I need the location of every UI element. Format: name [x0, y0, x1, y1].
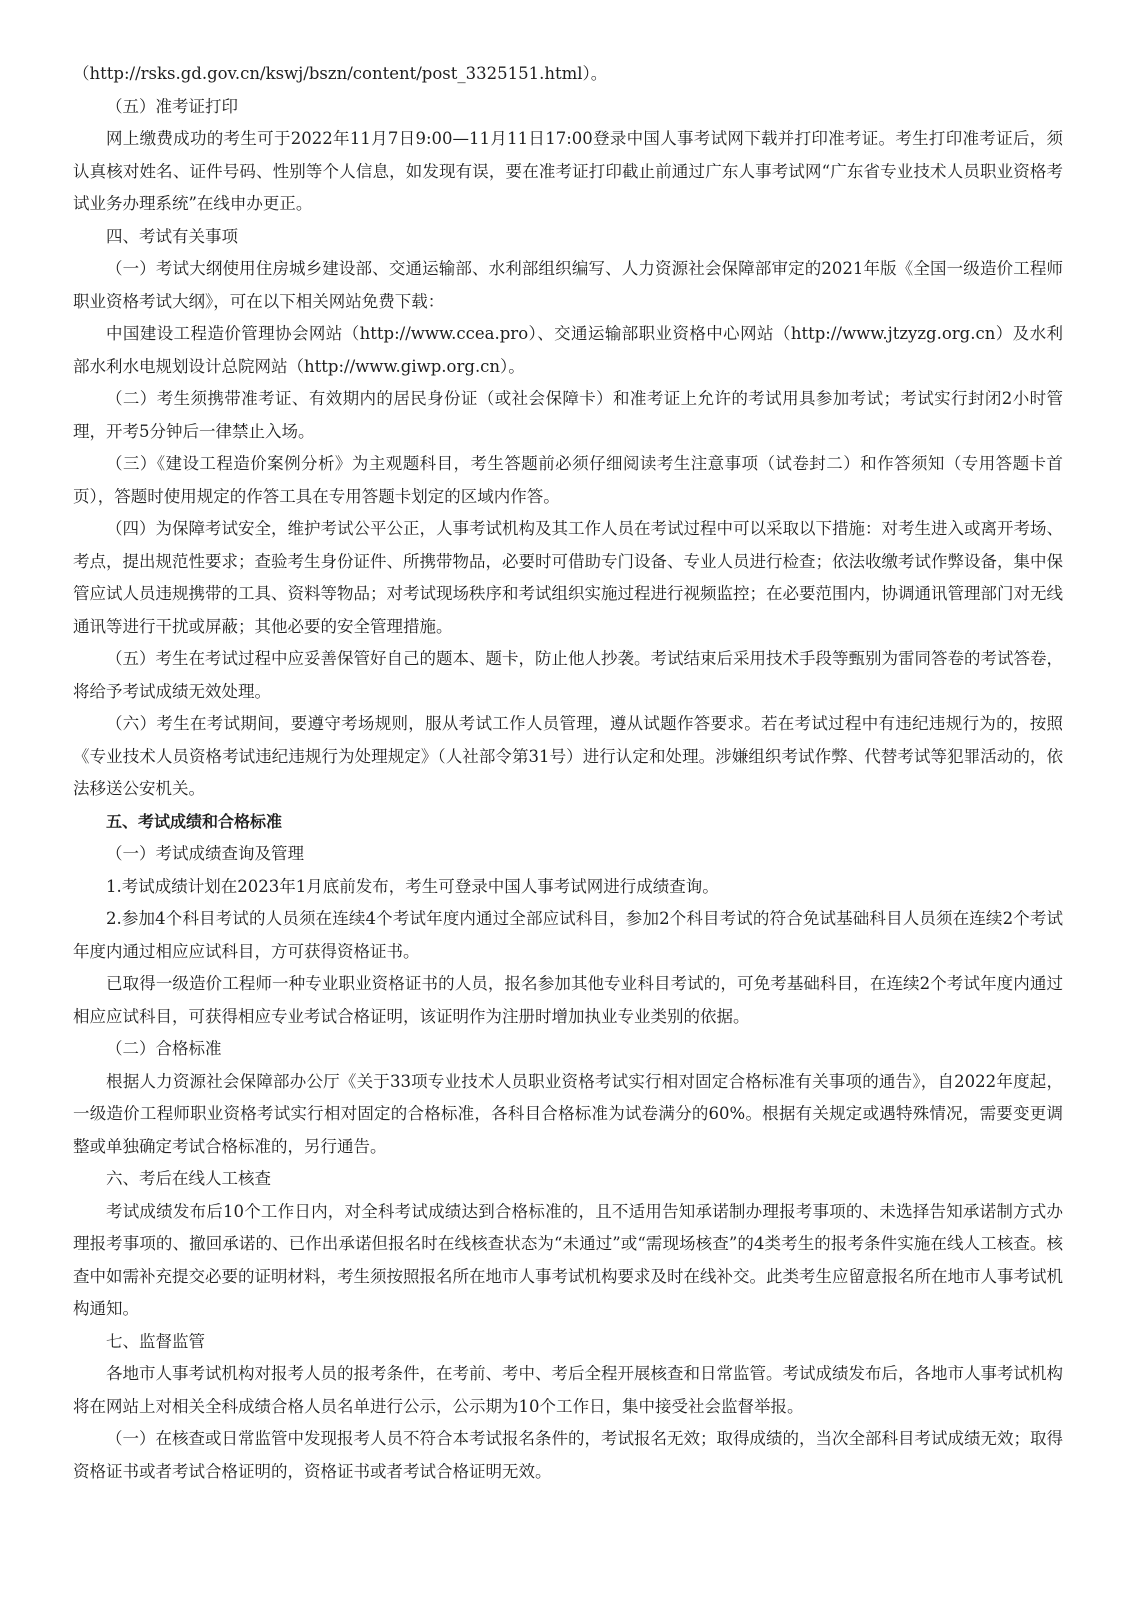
paragraph-discipline: （六）考生在考试期间，要遵守考场规则，服从考试工作人员管理，遵从试题作答要求。若在考试过程中有违纪违规行为的，按照《专业技术人员资格考试违纪违规行为处理规定》（人社部令第31号）进行认定和处理。涉嫌组织考试作弊、代替考试等犯罪活动的，依法移送公安机关。 — [73, 714, 1063, 798]
paragraph-admission-print: 网上缴费成功的考生可于2022年11月7日9:00—11月11日17:00登录中国人事考试网下载并打印准考证。考生打印准考证后，须认真核对姓名、证件号码、性别等个人信息，如发现有误，要在准考证打印截止前通过广东人事考试网“广东省专业技术人员职业资格考试业务办理系统”在线申办更正。 — [73, 129, 1063, 213]
sub-heading-score-query: （一）考试成绩查询及管理 — [106, 844, 304, 863]
paragraph-websites: 中国建设工程造价管理协会网站（http://www.ccea.pro）、交通运输部职业资格中心网站（http://www.jtzyzg.org.cn）及水利部水利水电规划设计总院网站（http://www.giwp.org.cn）。 — [73, 324, 1063, 376]
paragraph-exam-items: （二）考生须携带准考证、有效期内的居民身份证（或社会保障卡）和准考证上允许的考试用具参加考试；考试实行封闭2小时管理，开考5分钟后一律禁止入场。 — [73, 389, 1063, 441]
paragraph-supervision: 各地市人事考试机构对报考人员的报考条件，在考前、考中、考后全程开展核查和日常监管。考试成绩发布后，各地市人事考试机构将在网站上对相关全科成绩合格人员名单进行公示，公示期为10个工作日，集中接受社会监督举报。 — [73, 1364, 1063, 1416]
paragraph-keep-papers: （五）考生在考试过程中应妥善保管好自己的题本、题卡，防止他人抄袭。考试结束后采用技术手段等甄别为雷同答卷的考试答卷，将给予考试成绩无效处理。 — [73, 649, 1063, 701]
paragraph-case-analysis: （三）《建设工程造价案例分析》为主观题科目，考生答题前必须仔细阅读考生注意事项（试卷封二）和作答须知（专用答题卡首页），答题时使用规定的作答工具在专用答题卡划定的区域内作答。 — [73, 454, 1063, 506]
paragraph-exam-outline: （一）考试大纲使用住房城乡建设部、交通运输部、水利部组织编写、人力资源社会保障部审定的2021年版《全国一级造价工程师职业资格考试大纲》，可在以下相关网站免费下载： — [73, 259, 1063, 311]
paragraph-rolling-period: 2.参加4个科目考试的人员须在连续4个考试年度内通过全部应试科目，参加2个科目考试的符合免试基础科目人员须在连续2个考试年度内通过相应应试科目，方可获得资格证书。 — [73, 909, 1063, 961]
section-heading-7: 七、监督监管 — [106, 1331, 205, 1351]
paragraph-online-check: 考试成绩发布后10个工作日内，对全科考试成绩达到合格标准的，且不适用告知承诺制办理报考事项的、未选择告知承诺制方式办理报考事项的、撤回承诺的、已作出承诺但报名时在线核查状态为“未通过”或“需现场核查”的4类考生的报考条件实施在线人工核查。核查中如需补充提交必要的证明材料，考生须按照报名所在地市人事考试机构要求及时在线补交。此类考生应留意报名所在地市人事考试机构通知。 — [73, 1201, 1063, 1318]
section-heading-6: 六、考后在线人工核查 — [106, 1169, 271, 1188]
paragraph-security-measures: （四）为保障考试安全，维护考试公平公正，人事考试机构及其工作人员在考试过程中可以采取以下措施：对考生进入或离开考场、考点，提出规范性要求；查验考生身份证件、所携带物品，必要时可借助专门设备、专业人员进行检查；依法收缴考试作弊设备，集中保管应试人员违规携带的工具、资料等物品；对考试现场秩序和考试组织实施过程进行视频监控；在必要范围内，协调通讯管理部门对无线通讯等进行干扰或屏蔽；其他必要的安全管理措施。 — [73, 519, 1063, 636]
sub-heading-pass-standard: （二）合格标准 — [106, 1039, 222, 1058]
paragraph-invalid: （一）在核查或日常监管中发现报考人员不符合本考试报名条件的，考试报名无效；取得成绩的，当次全部科目考试成绩无效；取得资格证书或者考试合格证明的，资格证书或者考试合格证明无效。 — [73, 1429, 1063, 1481]
section-heading-4: 四、考试有关事项 — [106, 226, 238, 246]
sub-heading-admission-print: （五）准考证打印 — [106, 96, 238, 116]
paragraph-score-release: 1.考试成绩计划在2023年1月底前发布，考生可登录中国人事考试网进行成绩查询。 — [106, 876, 719, 896]
paragraph-other-specialty: 已取得一级造价工程师一种专业职业资格证书的人员，报名参加其他专业科目考试的，可免考基础科目，在连续2个考试年度内通过相应应试科目，可获得相应专业考试合格证明，该证明作为注册时增加执业专业类别的依据。 — [73, 974, 1063, 1026]
document-body — [73, 58, 1063, 1488]
paragraph-pass-standard: 根据人力资源社会保障部办公厅《关于33项专业技术人员职业资格考试实行相对固定合格标准有关事项的通告》，自2022年度起，一级造价工程师职业资格考试实行相对固定的合格标准，各科目合格标准为试卷满分的60%。根据有关规定或遇特殊情况，需要变更调整或单独确定考试合格标准的，另行通告。 — [73, 1071, 1063, 1156]
url-line: （http://rsks.gd.gov.cn/kswj/bszn/content/post_3325151.html）。 — [73, 64, 608, 83]
section-heading-5: 五、考试成绩和合格标准 — [106, 811, 283, 831]
